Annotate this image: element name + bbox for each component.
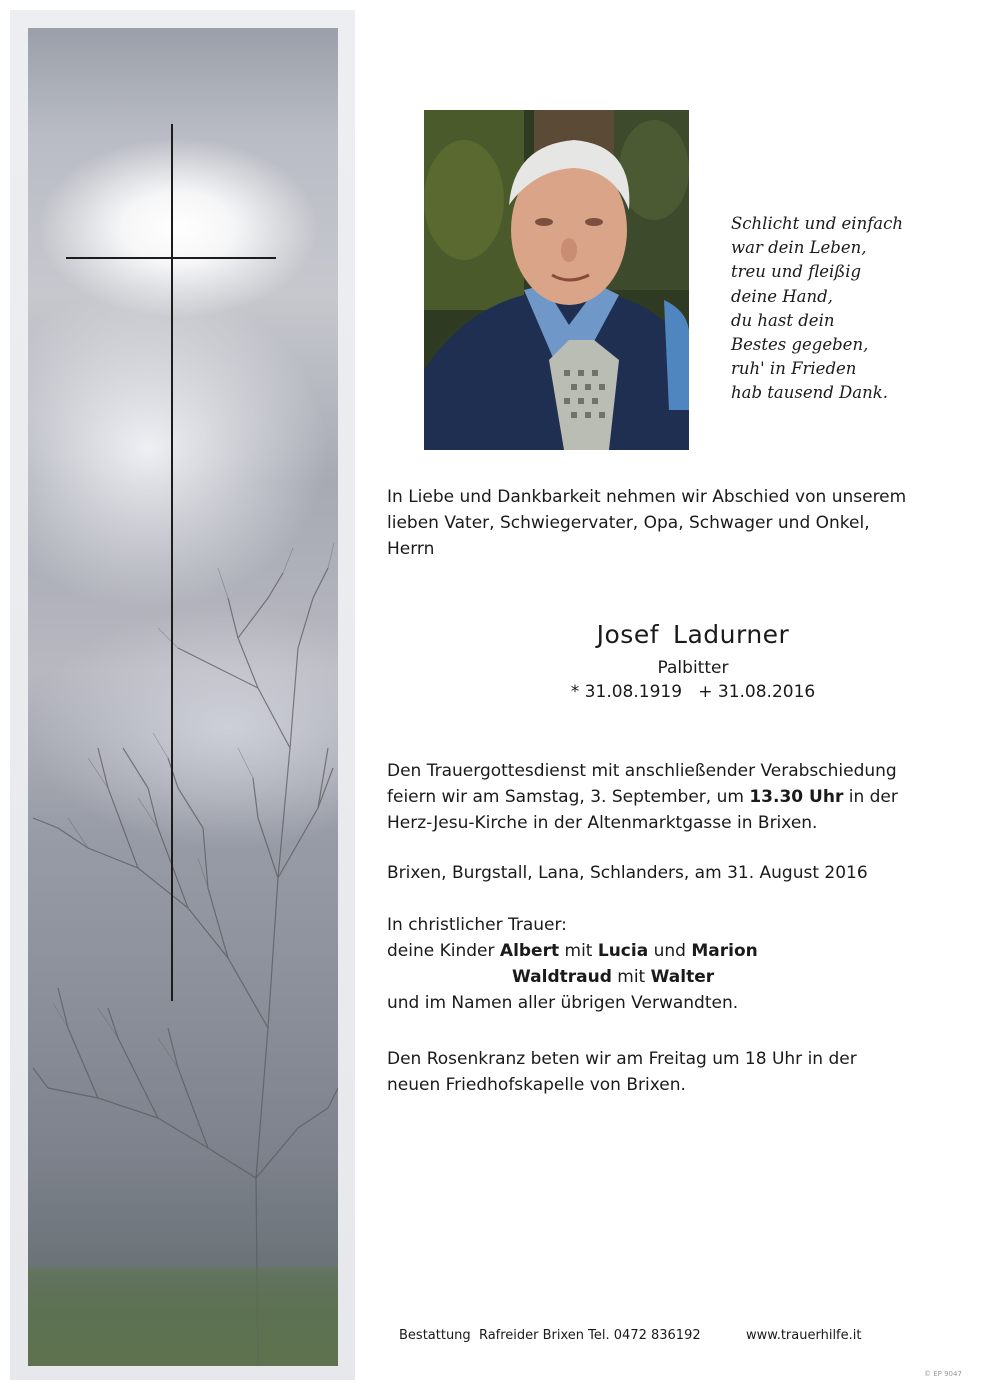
last-name: Ladurner bbox=[673, 620, 790, 649]
verse-line: du hast dein bbox=[731, 310, 835, 330]
service-line: Den Trauergottesdienst mit anschließender Verabschiedung bbox=[387, 761, 897, 781]
children-line bbox=[387, 938, 758, 964]
tree-silhouette bbox=[28, 28, 338, 1366]
service-time: 13.30 Uhr bbox=[749, 787, 844, 807]
portrait-illustration bbox=[424, 110, 689, 450]
funeral-home-contact: Bestattung Rafreider Brixen Tel. 0472 836192 bbox=[399, 1328, 701, 1343]
print-code: © EP 9047 bbox=[924, 1370, 962, 1378]
life-dates: * 31.08.1919 + 31.08.2016 bbox=[570, 682, 816, 702]
service-text: in der bbox=[843, 787, 898, 807]
child-name: Albert bbox=[499, 941, 560, 961]
intro-line: lieben Vater, Schwiegervater, Opa, Schwager und Onkel, bbox=[387, 513, 870, 533]
service-line: Herz-Jesu-Kirche in der Altenmarktgasse in Brixen. bbox=[387, 813, 818, 833]
verse-line: hab tausend Dank. bbox=[731, 383, 888, 403]
spouse-name: Walter bbox=[650, 967, 715, 987]
service-line bbox=[387, 784, 898, 810]
children-text: und bbox=[648, 941, 692, 961]
places-date: Brixen, Burgstall, Lana, Schlanders, am 31. August 2016 bbox=[387, 863, 868, 883]
deceased-name bbox=[548, 618, 838, 652]
verse-line: treu und fleißig bbox=[731, 262, 862, 282]
children-line bbox=[387, 964, 758, 990]
intro-paragraph bbox=[387, 484, 906, 562]
child-name: Waldtraud bbox=[512, 967, 612, 987]
cross-vertical-bar bbox=[171, 124, 173, 1001]
sky-tree-image bbox=[28, 28, 338, 1366]
children-text: deine Kinder bbox=[387, 941, 500, 961]
website-url: www.trauerhilfe.it bbox=[746, 1328, 862, 1343]
poem-verse bbox=[731, 212, 951, 406]
rosary-line: Den Rosenkranz beten wir am Freitag um 18 Uhr in der bbox=[387, 1049, 857, 1069]
verse-line: Bestes gegeben, bbox=[731, 335, 869, 355]
rosary-paragraph bbox=[387, 1046, 857, 1098]
children-text: mit bbox=[559, 941, 598, 961]
relatives-line: und im Namen aller übrigen Verwandten. bbox=[387, 993, 739, 1013]
child-name: Marion bbox=[691, 941, 758, 961]
verse-line: deine Hand, bbox=[731, 286, 833, 306]
children-text: mit bbox=[611, 967, 651, 987]
verse-line: war dein Leben, bbox=[731, 238, 867, 258]
deceased-name-block bbox=[548, 618, 838, 704]
service-text: feiern wir am Samstag, 3. September, um bbox=[387, 787, 750, 807]
intro-line: Herrn bbox=[387, 539, 435, 559]
mourning-heading: In christlicher Trauer: bbox=[387, 915, 567, 935]
rosary-line: neuen Friedhofskapelle von Brixen. bbox=[387, 1075, 686, 1095]
verse-line: Schlicht und einfach bbox=[731, 214, 904, 233]
first-name: Josef bbox=[596, 620, 660, 649]
cross-horizontal-bar bbox=[66, 257, 276, 259]
service-paragraph bbox=[387, 758, 898, 836]
portrait-photo bbox=[424, 110, 689, 450]
mourners-paragraph bbox=[387, 912, 758, 1016]
farm-name: Palbitter bbox=[657, 658, 729, 678]
spouse-name: Lucia bbox=[597, 941, 649, 961]
intro-line: In Liebe und Dankbarkeit nehmen wir Abschied von unserem bbox=[387, 487, 907, 507]
verse-line: ruh' in Frieden bbox=[731, 359, 857, 379]
